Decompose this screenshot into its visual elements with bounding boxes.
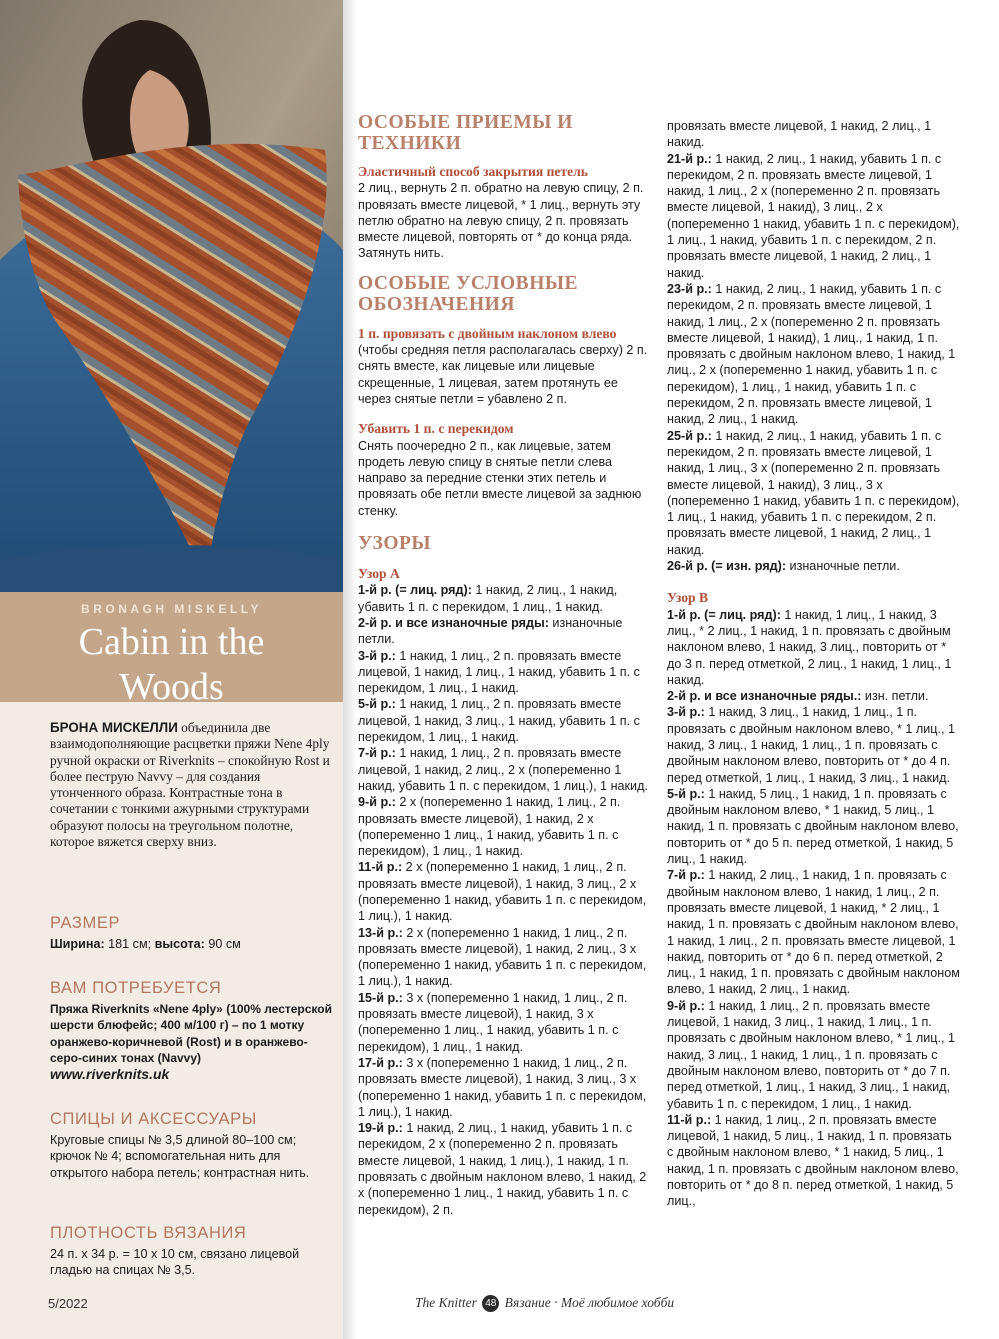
row-instructions: 3 x (попеременно 1 накид, 1 лиц., 2 п. провязать вместе лицевой), 1 накид, 3 x (попеременно 1 лиц., 1 накид, убавить 1 п. с перекидом), 1 лиц., 1 накид. <box>358 990 628 1054</box>
row-instructions: 1 накид, 5 лиц., 1 накид, 1 п. провязать с двойным наклоном влево, * 1 накид, 5 лиц., 1 накид, 1 п. провязать с двойным наклоном влево, повторить от * до 5 п. перед отметкой, 1 накид, 5 лиц., 1 накид. <box>667 786 959 867</box>
row-label: 1-й р. (= лиц. ряд): <box>667 607 781 622</box>
pattern-row <box>358 925 654 990</box>
row-label: 7-й р.: <box>358 746 396 761</box>
bindoff-heading: Эластичный способ закрытия петель <box>358 164 588 179</box>
row-instructions: 1 накид, 1 лиц., 2 п. провязать вместе лицевой, 1 накид, 5 лиц., 1 накид, 1 п. провязать с двойным наклоном влево, * 1 накид, 5 лиц., 1 накид, 1 п. провязать с двойным наклоном влево, повторить от * до 8 п. перед отметкой, 1 накид, 5 лиц., <box>667 1112 959 1209</box>
pattern-row <box>358 582 654 615</box>
row-instructions: изнаночные петли. <box>786 559 900 574</box>
row-label: 3-й р.: <box>358 648 396 663</box>
row-label: 25-й р.: <box>667 428 712 443</box>
pattern-row <box>667 704 961 785</box>
row-instructions: изнаночные петли. <box>358 615 623 647</box>
pattern-title-line-1: Cabin in the <box>78 621 265 663</box>
needles-heading: СПИЦЫ И АКСЕССУАРЫ <box>50 1110 257 1128</box>
pattern-row <box>667 607 961 688</box>
height-label: высота: <box>154 937 205 951</box>
pattern-b-rows <box>667 607 961 1210</box>
patterns-heading: УЗОРЫ <box>358 533 432 555</box>
row-label: 17-й р.: <box>358 1055 403 1070</box>
row-label: 2-й р. и все изнаночные ряды: <box>358 615 549 630</box>
row-instructions: 1 накид, 2 лиц., 1 накид, убавить 1 п. с перекидом, 2 п. провязать вместе лицевой, 1 накид, 1 лиц., 3 x (попеременно 2 п. провязать вместе лицевой, 1 накид), 3 лиц., 3 x (попеременно 1 накид, убавить 1 п. с перекидом), 1 лиц., 1 накид, убавить 1 п. с перекидом, 2 п. провязать вместе лицевой, 1 накид, 2 лиц., 1 накид. <box>667 428 960 557</box>
row-label: 2-й р. и все изнаночные ряды.: <box>667 689 862 704</box>
column-2 <box>667 118 961 1210</box>
pattern-row <box>667 151 961 281</box>
row-instructions: 3 x (попеременно 1 накид, 1 лиц., 2 п. провязать вместе лицевой), 1 накид, 3 лиц., 3 x (попеременно 1 накид, убавить 1 п. с перекидом, 1 лиц.), 1 накид. <box>358 1055 647 1119</box>
row-label: 9-й р.: <box>667 998 705 1013</box>
footer-brand <box>415 1295 674 1312</box>
row-instructions: 1 накид, 1 лиц., 1 накид, 3 лиц., * 2 лиц., 1 накид, 1 п. провязать с двойным наклоном влево, 1 накид, 3 лиц., повторить от * до 3 п. перед отметкой, 2 лиц., 1 накид, 1 лиц., 1 накид. <box>667 607 952 687</box>
pattern-a-continuation: провязать вместе лицевой, 1 накид, 2 лиц., 1 накид. <box>667 119 932 150</box>
pattern-b-heading: Узор В <box>667 590 709 606</box>
materials-text: Пряжа Riverknits «Nene 4ply» (100% лестерской шерсти блюфейс; 400 м/100 г) – по 1 мотку оранжево-коричневой (Rost) и в оранжево-серо-синих тонах (Navvy) <box>50 1002 332 1065</box>
pattern-row <box>667 428 961 558</box>
needles-section <box>50 1110 335 1181</box>
row-label: 3-й р.: <box>667 705 705 720</box>
row-label: 19-й р.: <box>358 1121 403 1136</box>
issue-number: 5/2022 <box>48 1296 88 1311</box>
double-decrease-heading: 1 п. провязать с двойным наклоном влево <box>358 325 617 341</box>
row-label: 23-й р.: <box>667 281 712 296</box>
pattern-row <box>667 998 961 1112</box>
pattern-row <box>358 696 654 745</box>
intro-designer: БРОНА МИСКЕЛЛИ <box>50 720 178 735</box>
pattern-row <box>358 794 654 859</box>
pattern-row <box>358 1055 654 1120</box>
width-value: 181 см; <box>104 937 155 951</box>
bindoff-text: 2 лиц., вернуть 2 п. обратно на левую спицу, 2 п. провязать вместе лицевой, * 1 лиц., вернуть эту петлю обратно на левую спицу, 2 п. провязать вместе лицевой, повторять от * до конца ряда. Затянуть нить. <box>358 181 644 261</box>
pattern-row <box>667 281 961 428</box>
symbols-heading: ОСОБЫЕ УСЛОВНЫЕ ОБОЗНАЧЕНИЯ <box>358 272 579 315</box>
row-label: 13-й р.: <box>358 925 403 940</box>
row-label: 15-й р.: <box>358 990 403 1005</box>
special-techniques-heading: ОСОБЫЕ ПРИЕМЫ И ТЕХНИКИ <box>358 112 573 154</box>
pattern-row <box>667 786 961 867</box>
sidebar <box>0 0 343 1339</box>
row-instructions: 1 накид, 1 лиц., 2 п. провязать вместе лицевой, 1 накид, 3 лиц., 1 накид, убавить 1 п. с перекидом, 1 лиц., 1 накид. <box>358 697 640 745</box>
pattern-row <box>667 688 961 704</box>
pattern-row <box>358 1120 654 1218</box>
pattern-title-line-2: Woods <box>119 666 224 708</box>
size-text <box>50 936 335 952</box>
page-gutter <box>343 0 357 1339</box>
pattern-row <box>358 745 654 794</box>
shawl-photo <box>0 0 343 592</box>
intro-body: объединила две взаимодополняющие расцветки пряжи Nene 4ply ручной окраски от Riverknits – спокойную Rost и более пеструю Navvy – для создания утонченного образа. Контрастные тона в сочетании с тонкими ажурными структурами образуют полосы на треугольном полотне, которое вяжется сверху вниз. <box>50 720 330 850</box>
size-heading: РАЗМЕР <box>50 914 121 932</box>
row-instructions: 1 накид, 2 лиц., 1 накид, убавить 1 п. с перекидом, 2 x (попеременно 2 п. провязать вместе лицевой, 1 накид, 1 лиц.), 1 накид, 1 п. провязать с двойным наклоном влево, 1 накид, 2 x (попеременно 1 лиц., 1 накид, убавить 1 п. с перекидом), 2 п. <box>358 1121 647 1217</box>
decrease-heading: Убавить 1 п. с перекидом <box>358 421 514 437</box>
row-instructions: 2 x (попеременно 1 накид, 1 лиц., 2 п. провязать вместе лицевой), 1 накид, 2 x (попеременно 1 лиц., 1 накид, убавить 1 п. с перекидом), 1 лиц., 1 накид. <box>358 795 621 859</box>
title-band <box>0 592 343 708</box>
row-instructions: 1 накид, 2 лиц., 1 накид, убавить 1 п. с перекидом, 2 п. провязать вместе лицевой, 1 накид, 1 лиц., 2 x (попеременно 2 п. провязать вместе лицевой, 1 накид), 1 лиц., 1 накид, 1 п. провязать с двойным наклоном влево, 1 накид, 1 лиц., 2 x (попеременно 1 накид, убавить 1 п. с перекидом), 1 лиц., 1 накид, убавить 1 п. с перекидом, 2 п. провязать вместе лицевой, 1 накид, 2 лиц., 1 накид. <box>667 281 956 427</box>
row-instructions: 2 x (попеременно 1 накид, 1 лиц., 2 п. провязать вместе лицевой), 1 накид, 3 лиц., 2 x (попеременно 1 накид, убавить 1 п. с перекидом, 1 лиц.), 1 накид. <box>358 860 647 924</box>
gauge-text: 24 п. x 34 р. = 10 x 10 см, связано лицевой гладью на спицах № 3,5. <box>50 1247 300 1278</box>
gauge-heading: ПЛОТНОСТЬ ВЯЗАНИЯ <box>50 1224 247 1242</box>
row-instructions: 1 накид, 3 лиц., 1 накид, 1 лиц., 1 п. провязать с двойным наклоном влево, * 1 лиц., 1 накид, 3 лиц., 1 накид, 1 лиц., 1 п. провязать с двойным наклоном влево, повторить от * до 4 п. перед отметкой, 1 лиц., 1 накид, 3 лиц., 1 накид. <box>667 705 955 785</box>
designer-name: BRONAGH MISKELLY <box>81 602 262 616</box>
row-label: 11-й р.: <box>667 1112 712 1127</box>
row-label: 9-й р.: <box>358 795 396 810</box>
pattern-a-rows-continued <box>667 151 961 575</box>
pattern-row <box>358 615 654 648</box>
row-instructions: 2 x (попеременно 1 накид, 1 лиц., 2 п. провязать вместе лицевой), 1 накид, 2 лиц., 3 x (попеременно 1 накид, убавить 1 п. с перекидом, 1 лиц.), 1 накид. <box>358 925 647 989</box>
magazine-name: The Knitter <box>415 1295 477 1310</box>
row-label: 7-й р.: <box>667 868 705 883</box>
row-instructions: 1 накид, 2 лиц., 1 накид, убавить 1 п. с перекидом, 2 п. провязать вместе лицевой, 1 накид, 1 лиц., 2 x (попеременно 2 п. провязать вместе лицевой, 1 накид), 3 лиц., 2 x (попеременно 1 накид, убавить 1 п. с перекидом), 1 лиц., 1 накид, убавить 1 п. с перекидом, 2 п. провязать вместе лицевой, 1 накид, 2 лиц., 1 накид. <box>667 151 960 280</box>
column-1 <box>358 112 654 1218</box>
materials-url[interactable]: www.riverknits.uk <box>50 1066 170 1083</box>
double-decrease-text: (чтобы средняя петля располагалась сверху) 2 п. снять вместе, как лицевые или лицевые скрещенные, 1 лицевая, затем протянуть ее через снятые петли = убавлено 2 п. <box>358 343 648 406</box>
pattern-row <box>358 859 654 924</box>
row-instructions: 1 накид, 1 лиц., 2 п. провязать вместе лицевой, 1 накид, 1 лиц., 1 накид, убавить 1 п. с перекидом, 1 лиц., 1 накид. <box>358 648 640 696</box>
intro-text <box>50 720 330 850</box>
decrease-text: Снять поочередно 2 п., как лицевые, затем продеть левую спицу в снятые петли слева направо за передние стенки этих петель и провязать обе петли вместе лицевой за заднюю стенку. <box>358 438 642 518</box>
pattern-a-heading: Узор А <box>358 566 400 582</box>
row-instructions: 1 накид, 2 лиц., 1 накид, 1 п. провязать с двойным наклоном влево, 1 накид, 1 лиц., 2 п. провязать вместе лицевой, 1 накид, * 2 лиц., 1 накид, 1 п. провязать с двойным наклоном влево, 1 накид, 1 лиц., 2 п. провязать вместе лицевой, 1 накид, повторить от * до 6 п. перед отметкой, 2 лиц., 1 накид, 1 п. провязать с двойным наклоном влево, 1 накид, 2 лиц., 1 накид. <box>667 868 960 997</box>
row-instructions: 1 накид, 1 лиц., 2 п. провязать вместе лицевой, 1 накид, 3 лиц., 1 накид, 1 лиц., 1 п. провязать с двойным наклоном влево, * 1 лиц., 1 накид, 3 лиц., 1 накид, 1 лиц., 1 п. провязать с двойным наклоном влево, повторить от * до 7 п. перед отметкой, 1 лиц., 1 накид, 3 лиц., 1 накид, убавить 1 п. с перекидом, 1 лиц., 1 накид. <box>667 998 955 1111</box>
pattern-row <box>667 1112 961 1210</box>
pattern-row <box>667 867 961 997</box>
row-label: 5-й р.: <box>667 786 705 801</box>
pattern-row <box>358 990 654 1055</box>
materials-heading: ВАМ ПОТРЕБУЕТСЯ <box>50 979 222 997</box>
needles-text: Круговые спицы № 3,5 длиной 80–100 см; крючок № 4; вспомогательная нить для открытого набора петель; контрастная нить. <box>50 1133 310 1180</box>
row-label: 11-й р.: <box>358 860 403 875</box>
row-instructions: 1 накид, 1 лиц., 2 п. провязать вместе лицевой, 1 накид, 2 лиц., 2 x (попеременно 1 накид, убавить 1 п. с перекидом, 1 лиц.), 1 накид. <box>358 746 648 793</box>
row-label: 26-й р. (= изн. ряд): <box>667 559 787 574</box>
row-instructions: 1 накид, 2 лиц., 1 накид, убавить 1 п. с перекидом, 1 лиц., 1 накид. <box>358 583 618 614</box>
gauge-section <box>50 1224 335 1279</box>
row-label: 5-й р.: <box>358 697 396 712</box>
size-section <box>50 914 335 952</box>
width-label: Ширина: <box>50 937 105 951</box>
magazine-tagline: Вязание · Моё любимое хобби <box>504 1295 675 1310</box>
pattern-a-rows <box>358 582 654 1218</box>
pattern-row <box>667 558 961 574</box>
height-value: 90 см <box>204 937 241 951</box>
row-instructions: изн. петли. <box>861 689 929 704</box>
page-number: 48 <box>482 1295 499 1312</box>
pattern-row <box>358 648 654 697</box>
row-label: 1-й р. (= лиц. ряд): <box>358 583 472 598</box>
materials-section <box>50 979 335 1082</box>
shawl-photo-image <box>0 0 343 592</box>
row-label: 21-й р.: <box>667 151 712 166</box>
